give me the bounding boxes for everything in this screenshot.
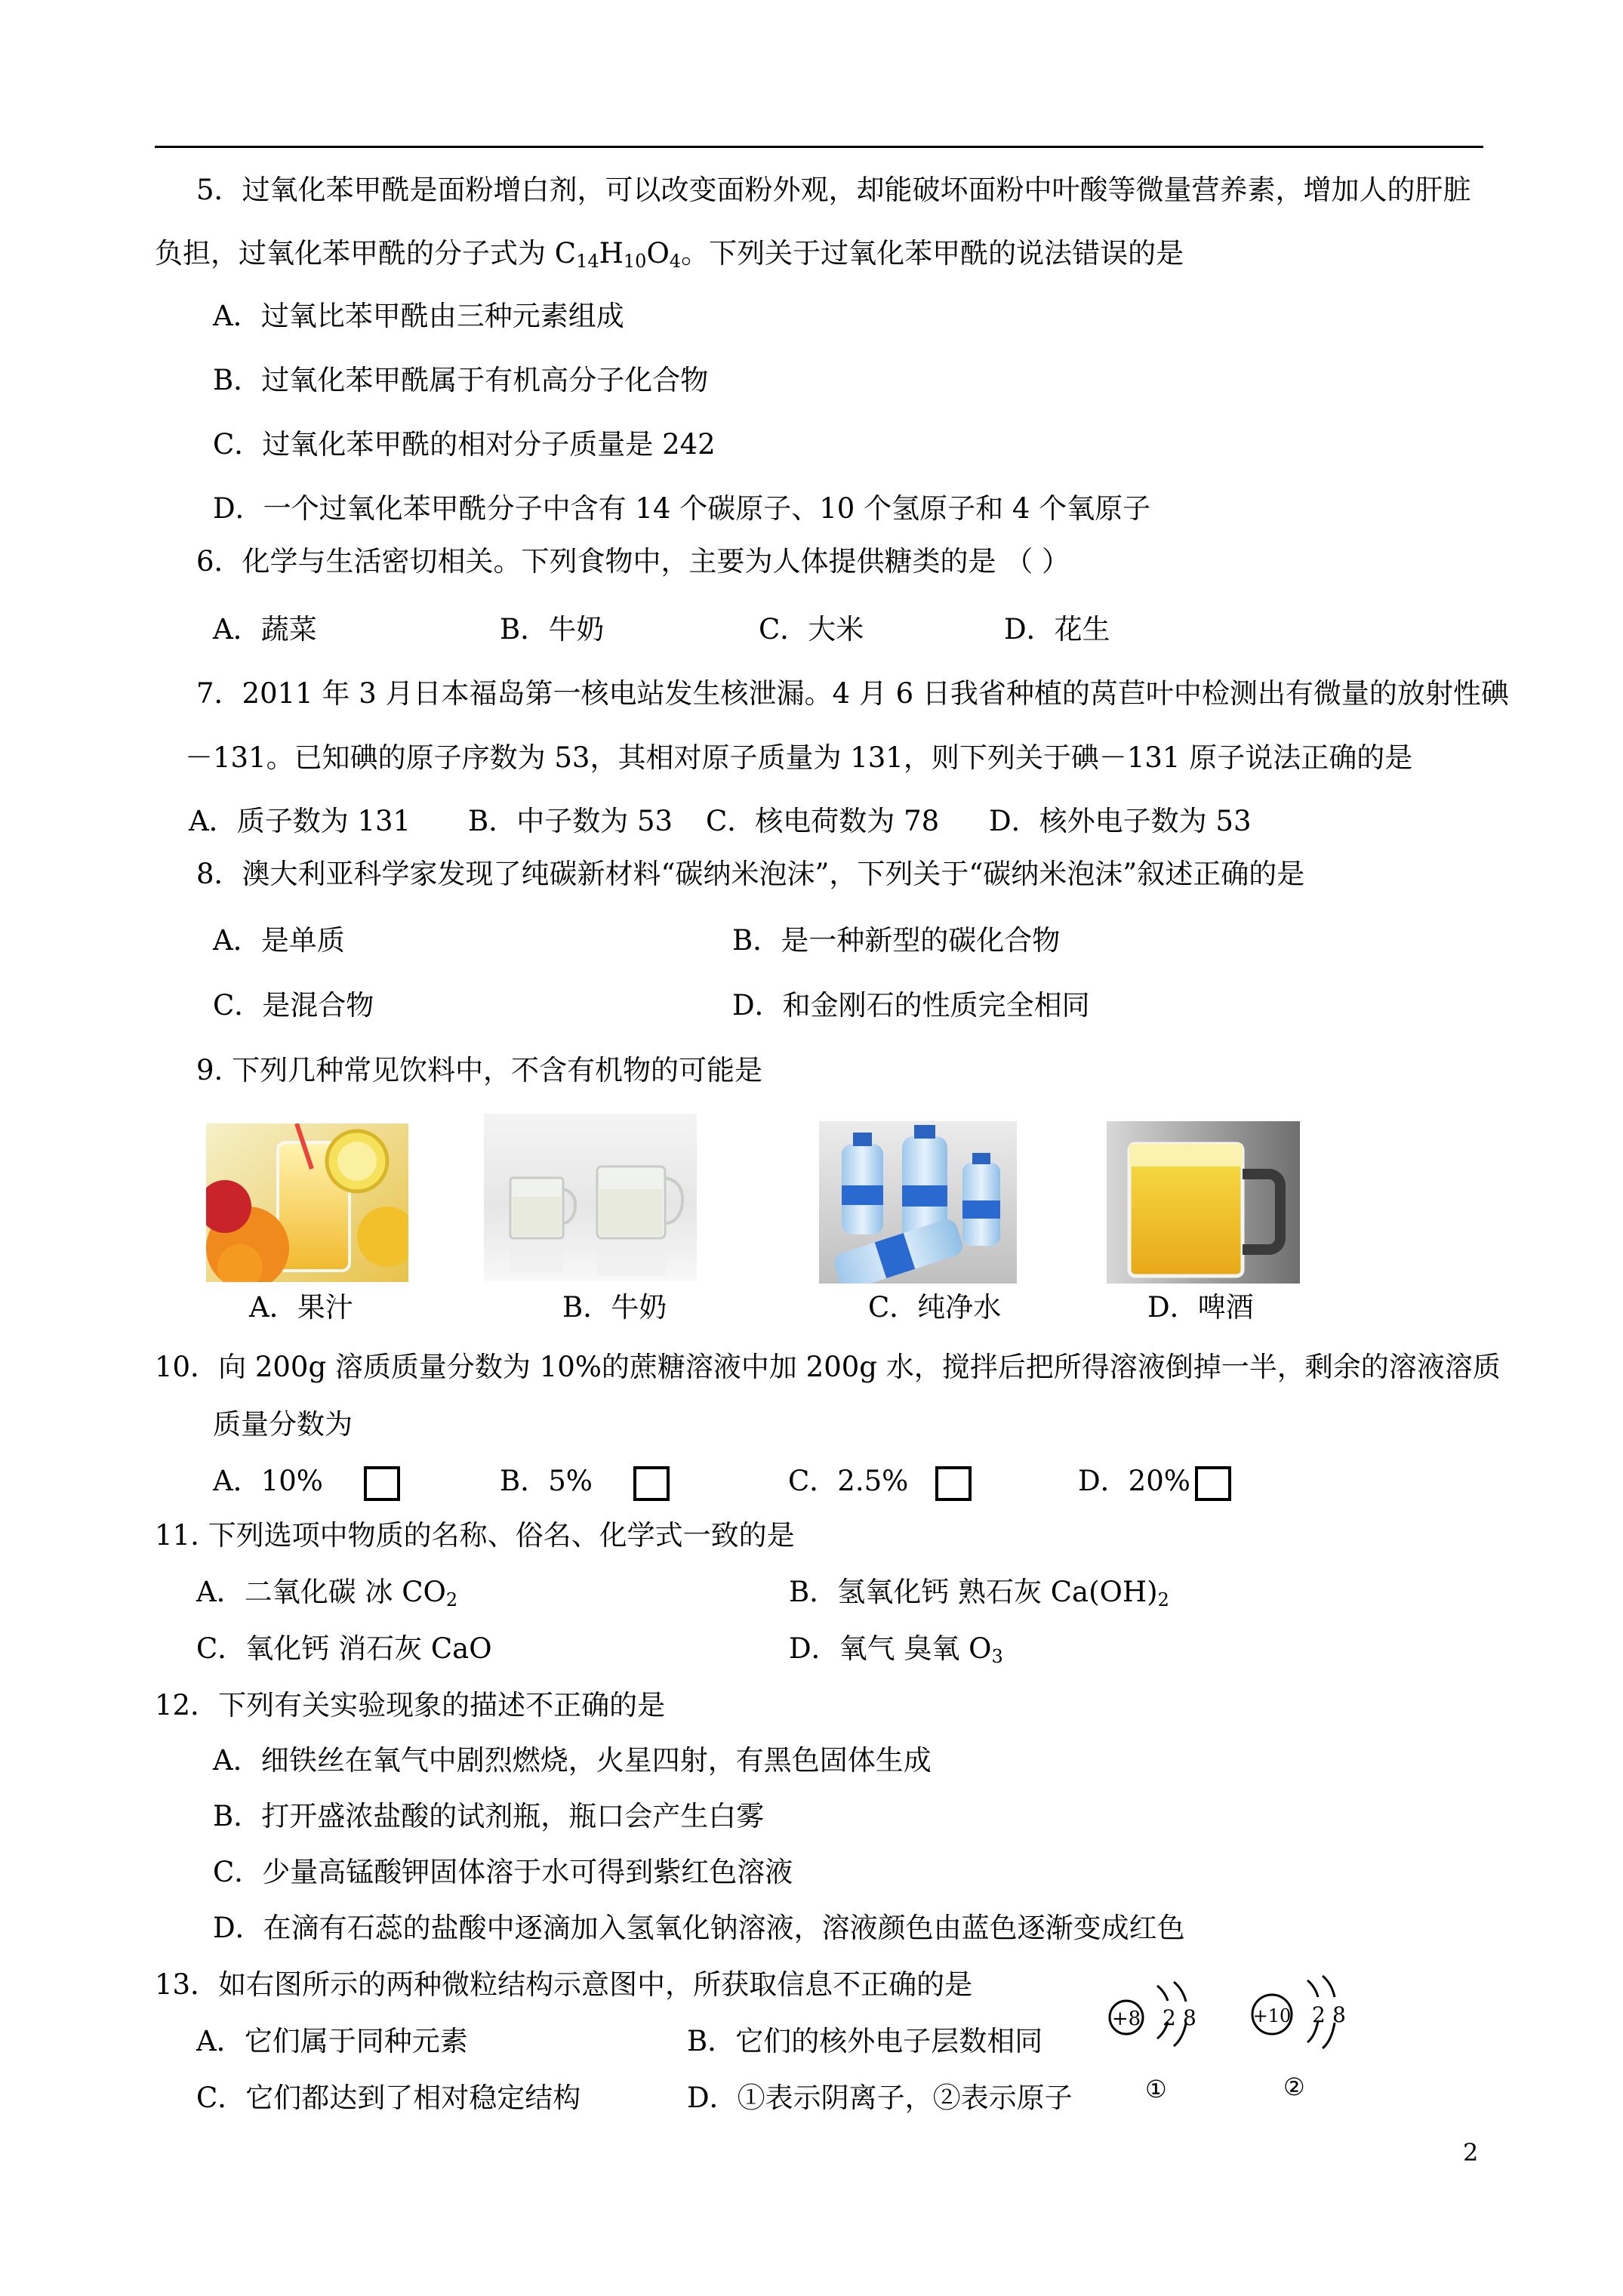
q11-option-d: D．氧气 臭氧 $O_3$ (789, 1632, 1003, 1667)
answer-box-b (633, 1466, 670, 1501)
q11-option-b: B．氢氧化钙 熟石灰 $Ca(OH)_2$ (789, 1576, 1169, 1610)
beer-image (1107, 1121, 1300, 1284)
atom2-shell-2: 8 (1332, 2002, 1346, 2027)
q10-option-c: C．2.5% (788, 1463, 972, 1501)
q12-option-b: B．打开盛浓盐酸的试剂瓶，瓶口会产生白雾 (213, 1800, 765, 1832)
q13-stem: 13．如右图所示的两种微粒结构示意图中，所获取信息不正确的是 (155, 1968, 973, 2001)
atom-diagram-1 (1098, 1971, 1227, 2106)
q13-option-b: B．它们的核外电子层数相同 (687, 2025, 1043, 2057)
q6-option-c: C．大米 (759, 613, 864, 646)
atom2-shell-1: 2 (1312, 2002, 1326, 2027)
juice-image (206, 1123, 408, 1282)
q6-stem: 6．化学与生活密切相关。下列食物中，主要为人体提供糖类的是 （ ） (196, 545, 1070, 578)
q10-stem-line2: 质量分数为 (213, 1408, 353, 1441)
answer-box-d (1195, 1466, 1231, 1501)
q11-stem: 11. 下列选项中物质的名称、俗名、化学式一致的是 (155, 1519, 795, 1552)
q12-stem: 12．下列有关实验现象的描述不正确的是 (155, 1689, 666, 1721)
q5-stem-line2: 负担，过氧化苯甲酰的分子式为 $C_{14}H_{10}O_4$。下列关于过氧化苯甲酰的说法错误的是 (155, 237, 1184, 272)
q7-stem-line1: 7．2011 年 3 月日本福岛第一核电站发生核泄漏。4 月 6 日我省种植的莴苣叶中检测出有微量的放射性碘 (196, 677, 1509, 710)
q12-option-a: A．细铁丝在氧气中剧烈燃烧，火星四射，有黑色固体生成 (213, 1744, 932, 1777)
q8-option-c: C．是混合物 (213, 989, 374, 1022)
q10-option-d: D．20% (1078, 1463, 1231, 1501)
q13-option-d: D．①表示阴离子，②表示原子 (687, 2082, 1073, 2114)
q9-option-c: C．纯净水 (868, 1291, 1002, 1324)
atom1-nucleus: +8 (1111, 2008, 1141, 2030)
q8-option-d: D．和金刚石的性质完全相同 (732, 989, 1090, 1022)
q7-option-a: A．质子数为 131 (189, 805, 411, 837)
q8-stem: 8．澳大利亚科学家发现了纯碳新材料“碳纳米泡沫”，下列关于“碳纳米泡沫”叙述正确的是 (196, 858, 1305, 890)
page-number: 2 (1463, 2138, 1479, 2167)
q6-option-d: D．花生 (1004, 613, 1110, 646)
q6-option-a: A．蔬菜 (213, 613, 317, 646)
milk-image (484, 1114, 697, 1281)
q9-option-b: B．牛奶 (562, 1291, 667, 1324)
q5-stem-line1: 5．过氧化苯甲酰是面粉增白剂，可以改变面粉外观，却能破坏面粉中叶酸等微量营养素，增加人的肝脏 (196, 174, 1471, 206)
q5-option-c: C．过氧化苯甲酰的相对分子质量是 242 (213, 428, 716, 461)
q7-option-b: B．中子数为 53 (468, 805, 673, 837)
q8-option-b: B．是一种新型的碳化合物 (732, 924, 1061, 957)
atom1-shell-2: 8 (1183, 2005, 1196, 2030)
q12-option-d: D．在滴有石蕊的盐酸中逐滴加入氢氧化钠溶液，溶液颜色由蓝色逐渐变成红色 (213, 1912, 1185, 1944)
atom1-label: ① (1145, 2075, 1167, 2103)
q10-option-a: A．10% (213, 1463, 400, 1501)
q12-option-c: C．少量高锰酸钾固体溶于水可得到紫红色溶液 (213, 1856, 793, 1888)
q11-option-c: C．氧化钙 消石灰 CaO (196, 1632, 492, 1665)
atom1-shell-1: 2 (1163, 2005, 1176, 2030)
q5-option-b: B．过氧化苯甲酰属于有机高分子化合物 (213, 364, 709, 396)
q13-option-c: C．它们都达到了相对稳定结构 (196, 2082, 581, 2114)
q6-option-b: B．牛奶 (500, 613, 605, 646)
q10-stem-line1: 10．向 200g 溶质质量分数为 10%的蔗糖溶液中加 200g 水，搅拌后把所得溶液倒掉一半，剩余的溶液溶质 (155, 1351, 1501, 1383)
q7-option-d: D．核外电子数为 53 (989, 805, 1252, 837)
q11-option-a: A．二氧化碳 冰 $CO_2$ (196, 1576, 458, 1610)
q7-option-c: C．核电荷数为 78 (706, 805, 940, 837)
answer-box-c (935, 1466, 972, 1501)
water-image (819, 1121, 1017, 1284)
q5-option-d: D．一个过氧化苯甲酰分子中含有 14 个碳原子、10 个氢原子和 4 个氧原子 (213, 492, 1151, 525)
q13-option-a: A．它们属于同种元素 (196, 2025, 468, 2057)
q8-option-a: A．是单质 (213, 924, 345, 957)
header-rule (155, 146, 1483, 148)
atom-diagram-2 (1238, 1967, 1374, 2106)
q9-stem: 9. 下列几种常见饮料中，不含有机物的可能是 (196, 1054, 763, 1086)
q9-option-d: D．啤酒 (1147, 1291, 1254, 1324)
q5-option-a: A．过氧比苯甲酰由三种元素组成 (213, 300, 624, 332)
answer-box-a (364, 1466, 400, 1501)
atom2-nucleus: +10 (1252, 2005, 1292, 2026)
q10-option-b: B．5% (500, 1463, 670, 1501)
q7-stem-line2: －131。已知碘的原子序数为 53，其相对原子质量为 131，则下列关于碘－131 原子说法正确的是 (185, 741, 1413, 774)
atom2-label: ② (1283, 2073, 1305, 2101)
q9-option-a: A．果汁 (249, 1291, 353, 1324)
